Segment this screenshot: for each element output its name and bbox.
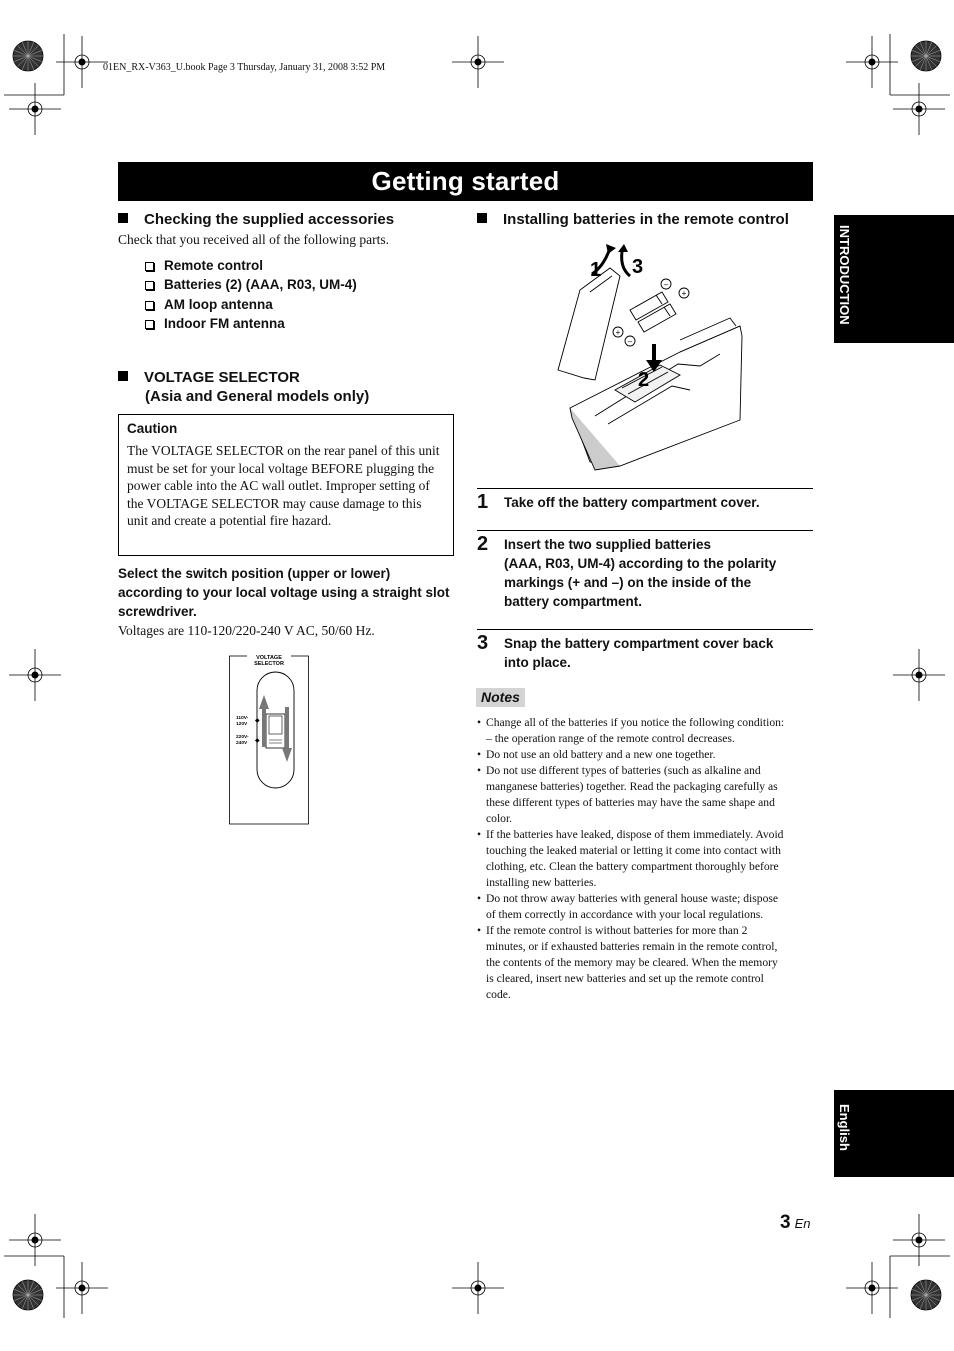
list-item-label: AM loop antenna bbox=[164, 296, 273, 312]
step-1-text: Take off the battery compartment cover. bbox=[504, 495, 760, 510]
voltage-heading bbox=[118, 368, 300, 387]
voltage-selector-diagram bbox=[228, 652, 312, 827]
note-item bbox=[477, 923, 817, 1003]
svg-text:+: + bbox=[615, 328, 621, 337]
batteries-heading bbox=[477, 210, 789, 229]
note-line: the contents of the memory may be cleared. When the memory bbox=[486, 956, 778, 969]
list-item-label: Remote control bbox=[164, 258, 264, 273]
diagram-label-line1: VOLTAGE bbox=[256, 655, 282, 661]
accessories-heading-text: Checking the supplied accessories bbox=[144, 211, 395, 228]
voltage-values: Voltages are 110-120/220-240 V AC, 50/60 Hz. bbox=[118, 623, 375, 638]
note-line: • If the remote control is without batteries for more than 2 bbox=[486, 924, 748, 937]
note-line: of them correctly in accordance with your local regulations. bbox=[486, 908, 764, 921]
step-2-text bbox=[504, 535, 776, 611]
list-item bbox=[145, 295, 357, 314]
note-item bbox=[477, 891, 817, 923]
voltage-heading-line2: (Asia and General models only) bbox=[145, 388, 370, 405]
svg-text:+: + bbox=[681, 289, 687, 298]
list-item-label: Batteries (2) (AAA, R03, UM-4) bbox=[164, 277, 357, 293]
note-line: these different types of batteries may have the same shape and bbox=[486, 796, 775, 809]
note-line: • If the batteries have leaked, dispose of them immediately. Avoid bbox=[486, 828, 784, 841]
checkbox-icon bbox=[145, 281, 154, 290]
note-line: • Do not use different types of batteries (such as alkaline and bbox=[486, 764, 761, 777]
step-divider bbox=[477, 530, 813, 531]
step-3-line: Snap the battery compartment cover back bbox=[504, 636, 774, 651]
accessories-heading bbox=[118, 210, 394, 229]
checkbox-icon bbox=[145, 320, 154, 329]
step-2-line: battery compartment. bbox=[504, 594, 643, 609]
square-bullet-icon bbox=[118, 213, 128, 223]
accessories-list bbox=[145, 256, 357, 333]
step-2-line: Insert the two supplied batteries bbox=[504, 537, 712, 552]
note-line: • Change all of the batteries if you notice the following condition: bbox=[486, 716, 785, 729]
upper-marker-icon: ◆ bbox=[255, 718, 260, 724]
figure-label-3: 3 bbox=[632, 256, 644, 278]
page-number-value: 3 bbox=[780, 1212, 791, 1233]
checkbox-icon bbox=[145, 262, 154, 271]
list-item bbox=[145, 314, 357, 333]
step-number: 1 bbox=[477, 491, 489, 513]
language-tab-label: English bbox=[837, 1104, 852, 1151]
note-item bbox=[477, 763, 817, 827]
note-line: code. bbox=[486, 988, 511, 1001]
upper-voltage-line1: 110V- bbox=[236, 716, 249, 721]
checkbox-icon bbox=[145, 301, 154, 310]
step-divider bbox=[477, 629, 813, 630]
step-2-line: (AAA, R03, UM-4) according to the polarity bbox=[504, 556, 777, 571]
remote-battery-illustration bbox=[550, 240, 745, 472]
section-tab bbox=[834, 215, 954, 343]
section-tab-label: INTRODUCTION bbox=[837, 225, 852, 325]
upper-voltage-line2: 120V bbox=[236, 722, 248, 727]
note-line: installing new batteries. bbox=[486, 876, 597, 889]
lower-marker-icon: ◆ bbox=[255, 738, 260, 744]
list-item bbox=[145, 275, 357, 294]
voltage-instruction: Select the switch position (upper or lower) according to your local voltage using a straight slot screwdriver. bbox=[118, 566, 450, 619]
note-item bbox=[477, 747, 817, 763]
caution-box bbox=[118, 414, 454, 556]
step-divider bbox=[477, 488, 813, 489]
step-2-line: markings (+ and –) on the inside of the bbox=[504, 575, 752, 590]
language-tab bbox=[834, 1090, 954, 1177]
page-number bbox=[780, 1212, 810, 1234]
list-item-label: Indoor FM antenna bbox=[164, 315, 285, 331]
caution-title: Caution bbox=[127, 421, 178, 436]
note-line: – the operation range of the remote control decreases. bbox=[486, 732, 735, 745]
page-language: En bbox=[794, 1216, 811, 1231]
note-line: is cleared, insert new batteries and set up the remote control bbox=[486, 972, 764, 985]
voltage-heading-line1: VOLTAGE SELECTOR bbox=[144, 369, 300, 386]
note-item bbox=[477, 827, 817, 891]
notes-list bbox=[477, 715, 817, 1003]
list-item bbox=[145, 256, 357, 275]
svg-text:–: – bbox=[627, 337, 633, 346]
lower-voltage-line1: 220V- bbox=[236, 735, 249, 740]
figure-label-2: 2 bbox=[638, 369, 650, 391]
step-3-line: into place. bbox=[504, 655, 571, 670]
notes-label: Notes bbox=[476, 688, 525, 707]
note-line: minutes, or if exhausted batteries remain in the remote control, bbox=[486, 940, 778, 953]
note-line: clothing, etc. Clean the battery compartment thoroughly before bbox=[486, 860, 779, 873]
note-line: touching the leaked material or letting it come into contact with bbox=[486, 844, 781, 857]
svg-text:–: – bbox=[663, 280, 669, 289]
note-line: • Do not use an old battery and a new one together. bbox=[486, 748, 716, 761]
page-title: Getting started bbox=[118, 162, 813, 201]
print-header: 01EN_RX-V363_U.book Page 3 Thursday, January 31, 2008 3:52 PM bbox=[103, 62, 386, 73]
step-number: 2 bbox=[477, 533, 489, 555]
figure-label-1: 1 bbox=[590, 259, 602, 281]
accessories-intro: Check that you received all of the following parts. bbox=[118, 232, 390, 247]
square-bullet-icon bbox=[477, 213, 487, 223]
note-line: color. bbox=[486, 812, 513, 825]
batteries-heading-text: Installing batteries in the remote control bbox=[503, 211, 789, 228]
step-3-text bbox=[504, 634, 773, 672]
caution-text: The VOLTAGE SELECTOR on the rear panel of this unit must be set for your local voltage BEFORE plugging the power cable into the AC wall outlet. Improper setting of the VOLTAGE SELECTOR may cause damage to this unit and create a potential fire hazard. bbox=[127, 443, 440, 528]
note-item bbox=[477, 715, 817, 747]
square-bullet-icon bbox=[118, 371, 128, 381]
diagram-label-line2: SELECTOR bbox=[254, 661, 284, 667]
step-number: 3 bbox=[477, 632, 489, 654]
note-line: • Do not throw away batteries with general house waste; dispose bbox=[486, 892, 779, 905]
note-line: manganese batteries) together. Read the packaging carefully as bbox=[486, 780, 778, 793]
lower-voltage-line2: 240V bbox=[236, 741, 248, 746]
